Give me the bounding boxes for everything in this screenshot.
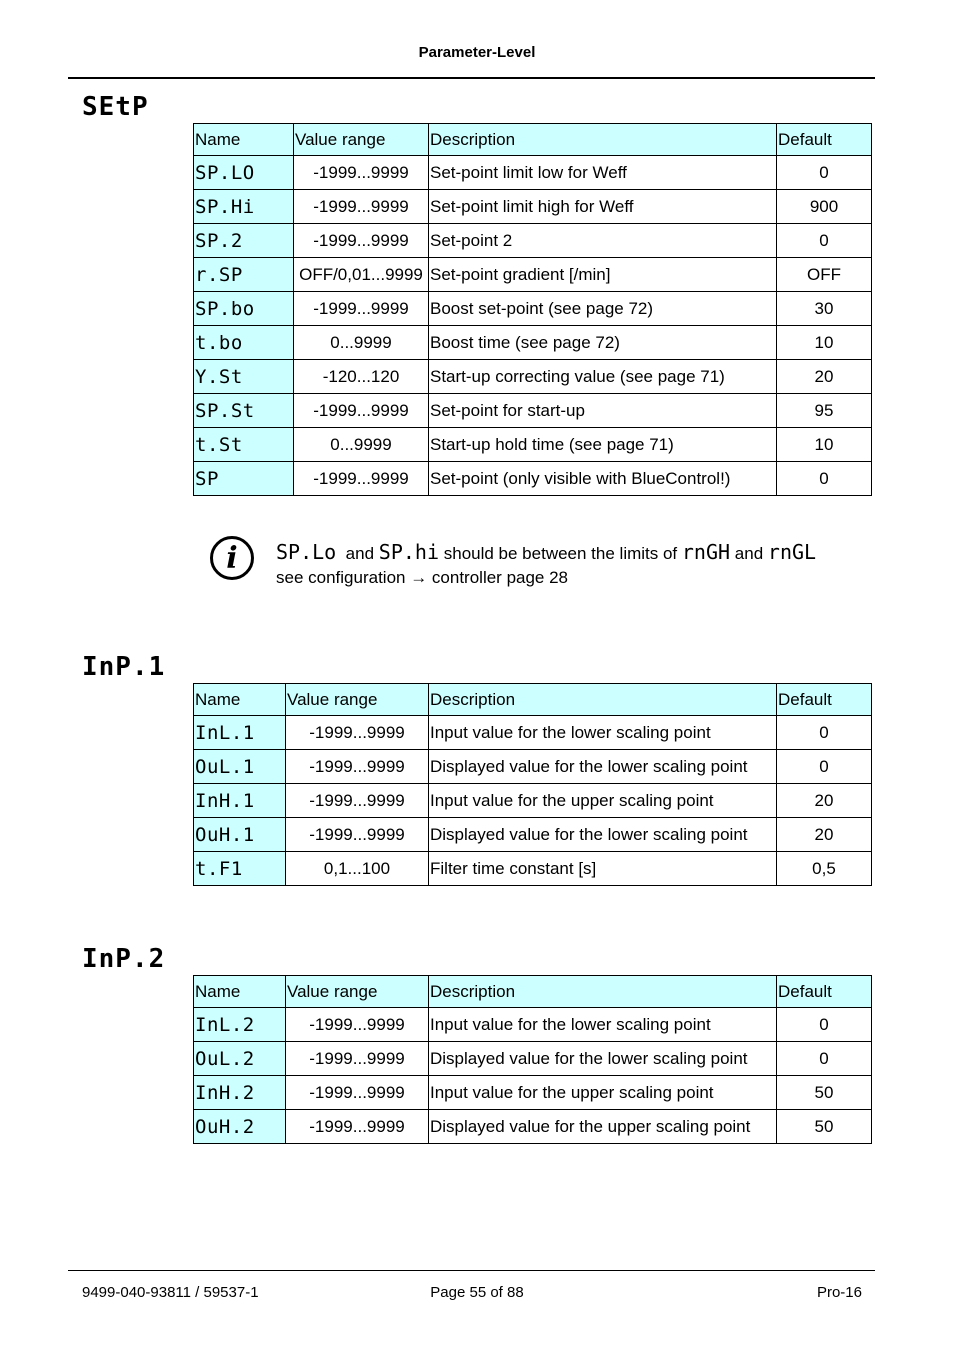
table-row bbox=[194, 156, 872, 190]
param-name: OuL.2 bbox=[194, 1042, 286, 1076]
description: Set-point limit low for Weff bbox=[429, 156, 777, 190]
value-range: -1999...9999 bbox=[286, 750, 429, 784]
default-value: 0 bbox=[777, 224, 872, 258]
inp2-parameter-table bbox=[193, 975, 872, 1144]
value-range: -1999...9999 bbox=[286, 716, 429, 750]
default-value: 50 bbox=[777, 1110, 872, 1144]
table-row bbox=[194, 190, 872, 224]
note-line-1 bbox=[276, 540, 816, 564]
default-value: OFF bbox=[777, 258, 872, 292]
param-name: t.bo bbox=[194, 326, 294, 360]
value-range: 0,1...100 bbox=[286, 852, 429, 886]
default-value: 20 bbox=[777, 784, 872, 818]
default-value: 20 bbox=[777, 360, 872, 394]
default-value: 20 bbox=[777, 818, 872, 852]
column-header-default: Default bbox=[777, 124, 872, 156]
table-row bbox=[194, 394, 872, 428]
description: Input value for the lower scaling point bbox=[429, 1008, 777, 1042]
inp1-parameter-table bbox=[193, 683, 872, 886]
default-value: 95 bbox=[777, 394, 872, 428]
description: Displayed value for the upper scaling point bbox=[429, 1110, 777, 1144]
default-value: 900 bbox=[777, 190, 872, 224]
value-range: 0...9999 bbox=[294, 326, 429, 360]
column-header-description: Description bbox=[429, 124, 777, 156]
section-title-setp: SEtP bbox=[82, 92, 149, 122]
description: Displayed value for the lower scaling point bbox=[429, 818, 777, 852]
table-row bbox=[194, 818, 872, 852]
value-range: -1999...9999 bbox=[294, 462, 429, 496]
description: Set-point for start-up bbox=[429, 394, 777, 428]
param-name: InL.2 bbox=[194, 1008, 286, 1042]
value-range: -1999...9999 bbox=[286, 818, 429, 852]
description: Input value for the upper scaling point bbox=[429, 784, 777, 818]
note-and: and bbox=[345, 544, 375, 563]
default-value: 0 bbox=[777, 462, 872, 496]
table-row bbox=[194, 326, 872, 360]
table-row bbox=[194, 292, 872, 326]
column-header-default: Default bbox=[777, 684, 872, 716]
default-value: 10 bbox=[777, 428, 872, 462]
column-header-description: Description bbox=[429, 976, 777, 1008]
default-value: 50 bbox=[777, 1076, 872, 1110]
footer-doc-number: 9499-040-93811 / 59537-1 bbox=[82, 1284, 259, 1301]
setp-parameter-table bbox=[193, 123, 872, 496]
table-row bbox=[194, 428, 872, 462]
note-and-2: and bbox=[734, 544, 764, 563]
value-range: -1999...9999 bbox=[294, 292, 429, 326]
default-value: 0 bbox=[777, 156, 872, 190]
table-row bbox=[194, 1008, 872, 1042]
note-code-rngl: rnGL bbox=[767, 540, 817, 564]
table-row bbox=[194, 1042, 872, 1076]
header-rule bbox=[68, 77, 875, 79]
param-name: OuH.2 bbox=[194, 1110, 286, 1144]
table-row bbox=[194, 784, 872, 818]
value-range: OFF/0,01...9999 bbox=[294, 258, 429, 292]
column-header-name: Name bbox=[194, 124, 294, 156]
value-range: -1999...9999 bbox=[294, 156, 429, 190]
param-name: OuL.1 bbox=[194, 750, 286, 784]
value-range: -1999...9999 bbox=[294, 394, 429, 428]
column-header-name: Name bbox=[194, 976, 286, 1008]
info-icon: i bbox=[210, 536, 254, 580]
value-range: -1999...9999 bbox=[286, 1076, 429, 1110]
table-row bbox=[194, 360, 872, 394]
value-range: -1999...9999 bbox=[286, 784, 429, 818]
description: Boost time (see page 72) bbox=[429, 326, 777, 360]
description: Input value for the lower scaling point bbox=[429, 716, 777, 750]
default-value: 0,5 bbox=[777, 852, 872, 886]
note-text: should be between the limits of bbox=[443, 544, 678, 563]
description: Boost set-point (see page 72) bbox=[429, 292, 777, 326]
value-range: -1999...9999 bbox=[294, 224, 429, 258]
default-value: 0 bbox=[777, 750, 872, 784]
param-name: InH.1 bbox=[194, 784, 286, 818]
description: Filter time constant [s] bbox=[429, 852, 777, 886]
param-name: SP.St bbox=[194, 394, 294, 428]
table-row bbox=[194, 716, 872, 750]
section-title-inp2: InP.2 bbox=[82, 944, 166, 974]
table-row bbox=[194, 750, 872, 784]
table-row bbox=[194, 224, 872, 258]
footer-product: Pro-16 bbox=[816, 1284, 862, 1301]
footer-page-number: Page 55 of 88 bbox=[430, 1284, 524, 1301]
footer-rule bbox=[68, 1270, 875, 1271]
param-name: SP.LO bbox=[194, 156, 294, 190]
note-code-splo: SP.Lo bbox=[276, 540, 337, 564]
note-code-sphi: SP.hi bbox=[378, 540, 439, 564]
description: Set-point limit high for Weff bbox=[429, 190, 777, 224]
value-range: -1999...9999 bbox=[286, 1008, 429, 1042]
table-row bbox=[194, 852, 872, 886]
default-value: 0 bbox=[777, 1042, 872, 1076]
column-header-range: Value range bbox=[286, 976, 429, 1008]
value-range: -1999...9999 bbox=[286, 1042, 429, 1076]
column-header-name: Name bbox=[194, 684, 286, 716]
param-name: SP.bo bbox=[194, 292, 294, 326]
value-range: -1999...9999 bbox=[286, 1110, 429, 1144]
description: Set-point (only visible with BlueControl!) bbox=[429, 462, 777, 496]
page-header-title: Parameter-Level bbox=[418, 44, 536, 61]
param-name: OuH.1 bbox=[194, 818, 286, 852]
description: Start-up hold time (see page 71) bbox=[429, 428, 777, 462]
column-header-description: Description bbox=[429, 684, 777, 716]
table-row bbox=[194, 258, 872, 292]
description: Set-point gradient [/min] bbox=[429, 258, 777, 292]
default-value: 10 bbox=[777, 326, 872, 360]
table-row bbox=[194, 1076, 872, 1110]
description: Displayed value for the lower scaling point bbox=[429, 1042, 777, 1076]
description: Input value for the upper scaling point bbox=[429, 1076, 777, 1110]
default-value: 0 bbox=[777, 1008, 872, 1042]
value-range: -120...120 bbox=[294, 360, 429, 394]
column-header-range: Value range bbox=[294, 124, 429, 156]
description: Displayed value for the lower scaling point bbox=[429, 750, 777, 784]
table-row bbox=[194, 1110, 872, 1144]
default-value: 30 bbox=[777, 292, 872, 326]
description: Start-up correcting value (see page 71) bbox=[429, 360, 777, 394]
column-header-range: Value range bbox=[286, 684, 429, 716]
param-name: SP.Hi bbox=[194, 190, 294, 224]
value-range: -1999...9999 bbox=[294, 190, 429, 224]
default-value: 0 bbox=[777, 716, 872, 750]
note-code-rngh: rnGH bbox=[681, 540, 731, 564]
column-header-default: Default bbox=[777, 976, 872, 1008]
param-name: t.F1 bbox=[194, 852, 286, 886]
param-name: Y.St bbox=[194, 360, 294, 394]
table-row bbox=[194, 462, 872, 496]
param-name: r.SP bbox=[194, 258, 294, 292]
description: Set-point 2 bbox=[429, 224, 777, 258]
param-name: t.St bbox=[194, 428, 294, 462]
value-range: 0...9999 bbox=[294, 428, 429, 462]
note-line-2: see configuration → controller page 28 bbox=[276, 568, 569, 587]
param-name: SP bbox=[194, 462, 294, 496]
param-name: InH.2 bbox=[194, 1076, 286, 1110]
param-name: InL.1 bbox=[194, 716, 286, 750]
param-name: SP.2 bbox=[194, 224, 294, 258]
section-title-inp1: InP.1 bbox=[82, 652, 166, 682]
